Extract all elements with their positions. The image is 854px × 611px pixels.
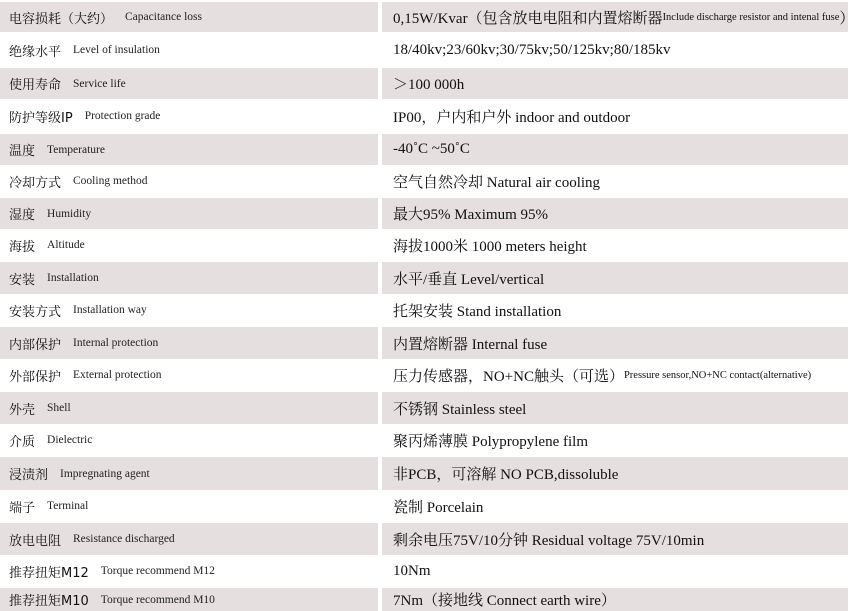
label-en: Cooling method [73, 175, 148, 187]
label-cn: 浸渍剂 [9, 468, 49, 483]
label-cn: 安装方式 [9, 304, 62, 320]
spec-row [0, 360, 848, 390]
spec-row [0, 101, 848, 131]
value-text: 非PCB，可溶解 NO PCB,dissoluble [393, 467, 619, 483]
row-label [0, 230, 378, 260]
row-label [0, 425, 378, 455]
value-text: 水平/垂直 Level/vertical [393, 271, 545, 288]
spec-row [0, 588, 848, 611]
row-label [0, 523, 378, 555]
label-cn: 推荐扭矩M10 [9, 594, 89, 609]
label-cn: 外部保护 [9, 369, 62, 385]
row-label [0, 360, 378, 390]
label-cn: 推荐扭矩M12 [9, 565, 89, 581]
label-cn: 防护等级IP [9, 110, 73, 126]
value-small: Pressure sensor,NO+NC contact(alternative) [623, 369, 812, 381]
label-en: Temperature [47, 143, 105, 156]
row-label [0, 457, 378, 490]
row-label [0, 556, 378, 586]
label-cn: 安装 [9, 272, 36, 288]
row-label [0, 134, 378, 165]
spec-row [0, 425, 848, 455]
value-text: 18/40kv;23/60kv;30/75kv;50/125kv;80/185kv [393, 41, 671, 58]
label-cn: 使用寿命 [9, 78, 62, 93]
label-en: Torque recommend M12 [100, 565, 215, 577]
value-text: 空气自然冷却 Natural air cooling [393, 174, 601, 191]
label-cn: 放电电阻 [9, 533, 62, 549]
row-value [382, 425, 848, 455]
label-en: Altitude [47, 239, 85, 251]
value-text: -40˚C ~50˚C [393, 141, 470, 157]
label-en: Protection grade [84, 110, 161, 122]
row-value [382, 327, 848, 359]
value-text: 不锈钢 Stainless steel [393, 401, 527, 418]
row-value [382, 134, 848, 165]
row-value [382, 360, 848, 390]
spec-row [0, 230, 848, 260]
label-en: Level of insulation [73, 44, 160, 56]
spec-row [0, 457, 848, 490]
value-text: 海拔1000米 1000 meters height [393, 238, 587, 255]
label-en: Impregnating agent [60, 467, 150, 480]
row-value [382, 166, 848, 196]
spec-row [0, 491, 848, 521]
value-text: ＞100 000h [393, 77, 465, 93]
label-en: Terminal [47, 500, 89, 512]
row-label [0, 491, 378, 521]
spec-row [0, 134, 848, 165]
label-en: Torque recommend M10 [100, 593, 215, 606]
row-value [382, 491, 848, 521]
row-value [382, 35, 848, 65]
row-label [0, 588, 378, 611]
spec-row [0, 327, 848, 359]
label-en: Shell [47, 402, 71, 414]
value-text: 瓷制 Porcelain [393, 499, 484, 516]
spec-row [0, 295, 848, 325]
label-en: External protection [73, 369, 162, 381]
row-value [382, 556, 848, 586]
row-label [0, 295, 378, 325]
spec-row [0, 556, 848, 586]
row-label [0, 68, 378, 99]
label-cn: 冷却方式 [9, 175, 62, 191]
label-en: Humidity [47, 207, 92, 220]
label-en: Installation [47, 272, 99, 284]
label-cn: 海拔 [9, 239, 36, 255]
row-value [382, 588, 848, 611]
row-label [0, 262, 378, 294]
row-label [0, 198, 378, 229]
label-en: Service life [73, 77, 126, 90]
value-text: 剩余电压75V/10分钟 Residual voltage 75V/10min [393, 532, 705, 549]
label-cn: 电容损耗（大约） [9, 11, 114, 27]
row-value [382, 295, 848, 325]
value-text: 10Nm [393, 562, 431, 579]
label-cn: 外壳 [9, 402, 36, 418]
label-cn: 湿度 [9, 208, 36, 223]
label-en: Internal protection [73, 337, 159, 349]
row-value [382, 457, 848, 490]
value-text: 聚丙烯薄膜 Polypropylene film [393, 433, 588, 450]
value-text: IP00，户内和户外 indoor and outdoor [393, 109, 631, 126]
row-value [382, 230, 848, 260]
label-cn: 温度 [9, 144, 36, 159]
spec-row [0, 262, 848, 294]
value-text: 0,15W/Kvar（包含放电电阻和内置熔断器 [393, 10, 663, 27]
row-label [0, 101, 378, 131]
row-value [382, 198, 848, 229]
row-label [0, 35, 378, 65]
row-value [382, 101, 848, 131]
label-cn: 绝缘水平 [9, 44, 62, 60]
row-value [382, 68, 848, 99]
spec-row [0, 392, 848, 424]
label-en: Resistance discharged [73, 533, 175, 545]
value-text: 内置熔断器 Internal fuse [393, 336, 548, 353]
spec-row [0, 35, 848, 65]
label-en: Capacitance loss [125, 11, 202, 23]
label-cn: 介质 [9, 434, 36, 450]
row-value [382, 262, 848, 294]
value-text: 压力传感器，NO+NC触头（可选） [393, 368, 624, 385]
value-text: 最大95% Maximum 95% [393, 207, 548, 223]
label-en: Dielectric [47, 434, 93, 446]
label-cn: 端子 [9, 500, 36, 516]
value-text: 7Nm（接地线 Connect earth wire） [393, 593, 616, 609]
row-value [382, 392, 848, 424]
row-label [0, 327, 378, 359]
label-cn: 内部保护 [9, 337, 62, 353]
row-value [382, 2, 854, 32]
spec-row [0, 2, 854, 32]
spec-row [0, 166, 848, 196]
row-value [382, 523, 848, 555]
label-en: Installation way [73, 304, 147, 316]
row-label [0, 2, 378, 32]
value-small: Include discharge resistor and intenal fuse [662, 11, 840, 23]
value-tail: ） [839, 10, 854, 27]
spec-row [0, 198, 848, 229]
spec-row [0, 523, 848, 555]
value-text: 托架安装 Stand installation [393, 303, 562, 320]
spec-row [0, 68, 848, 99]
row-label [0, 392, 378, 424]
row-label [0, 166, 378, 196]
